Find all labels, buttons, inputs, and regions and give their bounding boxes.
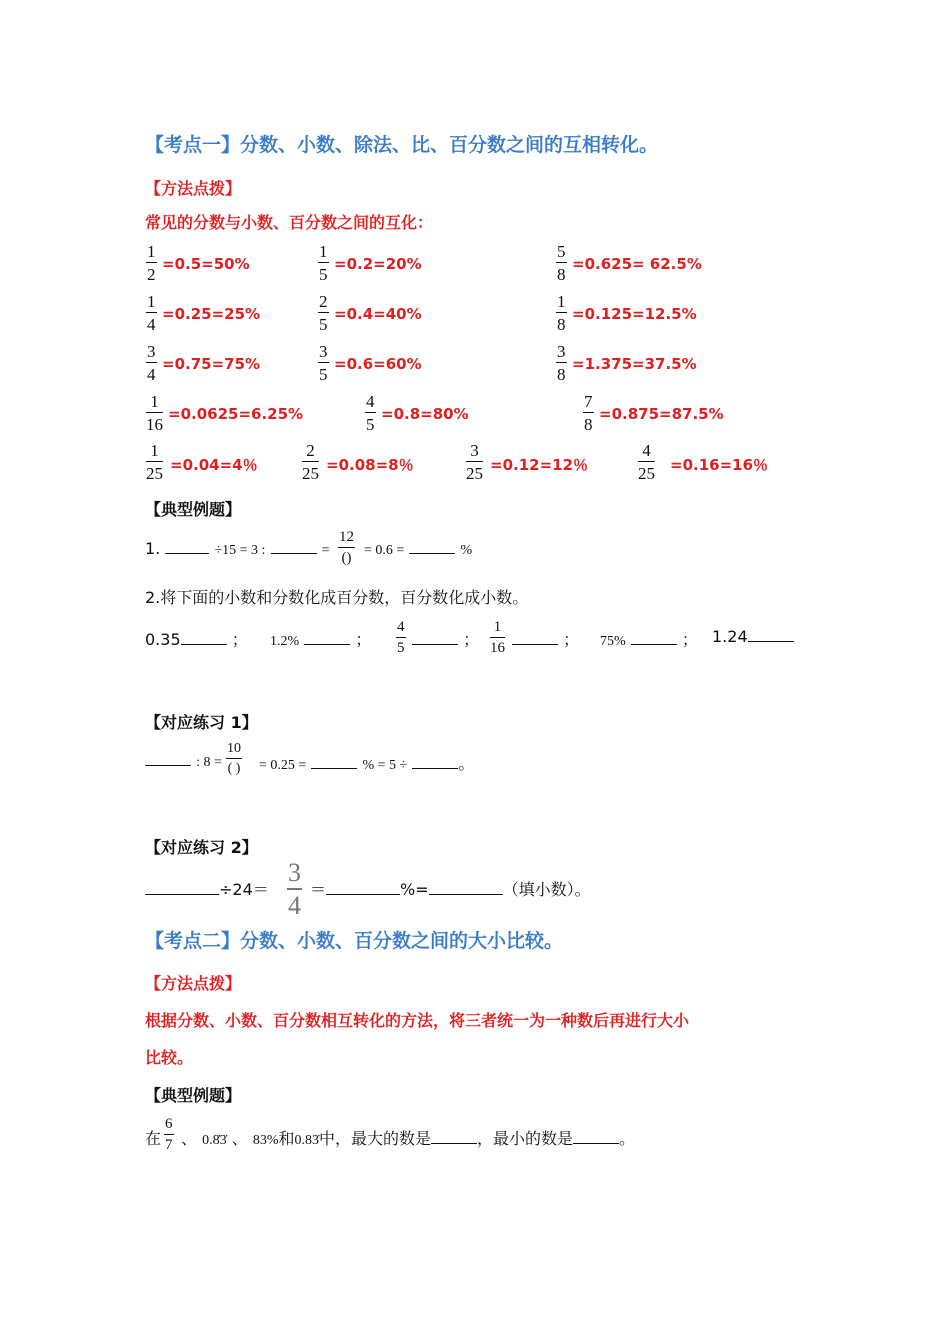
conversion-equation: =0.75=75% <box>162 355 261 373</box>
p2-blank-1[interactable] <box>145 894 219 895</box>
q2-c-blank[interactable] <box>412 644 458 645</box>
q2-sep: ； <box>463 630 480 649</box>
q2-d-blank[interactable] <box>512 644 558 645</box>
p2-part-a: ÷24＝ <box>219 880 269 899</box>
conversion-equation: =0.875=87.5% <box>599 405 724 423</box>
s2-sep: 、 <box>181 1129 198 1148</box>
q2-a-blank[interactable] <box>181 644 227 645</box>
q2-item-b <box>270 627 371 650</box>
example-heading: 【典型例题】 <box>145 500 242 519</box>
conversion-fraction <box>146 442 163 482</box>
s2-value-3: 0.83̇ <box>294 1133 319 1148</box>
fraction-denominator: 16 <box>146 415 163 434</box>
p1-frac-num: 10 <box>226 742 242 759</box>
fraction-denominator: 5 <box>319 365 328 384</box>
p1-end: 。 <box>458 754 475 773</box>
p2-frac-den: 4 <box>288 891 301 920</box>
p2-part-d: （填小数）。 <box>502 880 591 899</box>
fraction-denominator: 8 <box>584 415 593 434</box>
q2-f-blank[interactable] <box>748 641 794 642</box>
q2-d-num: 1 <box>490 620 505 638</box>
s2-frac-den: 7 <box>165 1137 173 1153</box>
q2-sep: ； <box>563 630 580 649</box>
fraction-numerator: 5 <box>557 242 566 261</box>
q2-d-fraction <box>490 620 505 656</box>
fraction-numerator: 1 <box>146 393 163 413</box>
fraction-numerator: 2 <box>302 442 319 462</box>
conversion-equation: =0.625= 62.5% <box>572 255 702 273</box>
q2-item-d <box>512 627 579 650</box>
q1-part-c: = 0.6 = <box>364 543 405 558</box>
practice2-line <box>145 877 269 900</box>
practice2-tail <box>310 877 591 900</box>
conversion-fraction <box>146 393 163 433</box>
s2-and: 和 <box>278 1129 295 1148</box>
q2-b-value: 1.2% <box>270 634 300 649</box>
q2-e-blank[interactable] <box>631 644 677 645</box>
q1-blank-2[interactable] <box>271 553 317 554</box>
conversion-fraction <box>556 243 567 283</box>
conversion-equation: =0.8=80% <box>381 405 469 423</box>
conversion-fraction <box>302 442 319 482</box>
conversion-equation: =0.16=16％ <box>670 456 769 474</box>
q1-frac-den[interactable]: () <box>341 550 352 566</box>
p1-fraction <box>226 742 242 776</box>
fraction-denominator: 25 <box>466 464 483 483</box>
q1-prefix: 1. <box>145 539 161 558</box>
conversion-equation: =0.6=60% <box>334 355 422 373</box>
s2-frac-num: 6 <box>164 1117 174 1135</box>
conversion-fraction <box>556 343 567 383</box>
p1-blank-3[interactable] <box>412 768 458 769</box>
s2-value-2: 83% <box>252 1133 279 1148</box>
fraction-numerator: 1 <box>557 292 566 311</box>
q1-part-b: = <box>321 543 330 558</box>
q1-part-d: % <box>460 543 473 558</box>
fraction-numerator: 1 <box>146 442 163 462</box>
s2-sep: 、 <box>231 1129 248 1148</box>
conversion-fraction <box>556 293 567 333</box>
fraction-numerator: 3 <box>557 342 566 361</box>
fraction-numerator: 1 <box>147 292 156 311</box>
fraction-denominator: 8 <box>557 365 566 384</box>
conversion-equation: =0.04=4％ <box>170 456 258 474</box>
fraction-numerator: 3 <box>466 442 483 462</box>
conversion-fraction <box>318 343 329 383</box>
conversion-equation: =0.12=12％ <box>490 456 589 474</box>
q2-item-c <box>412 627 479 650</box>
practice1-line <box>145 751 222 771</box>
q2-b-blank[interactable] <box>304 644 350 645</box>
section2-method-line2: 比较。 <box>145 1048 194 1067</box>
q2-c-fraction <box>396 620 406 656</box>
q2-sep: ； <box>231 630 248 649</box>
q2-a-value: 0.35 <box>145 630 181 649</box>
s2-blank-max[interactable] <box>431 1143 477 1144</box>
section2-method-heading: 【方法点拨】 <box>145 974 242 993</box>
conversion-fraction <box>146 243 157 283</box>
p1-part-a: : 8 = <box>196 755 222 770</box>
fraction-denominator: 5 <box>319 265 328 284</box>
conversion-equation: =0.4=40% <box>334 305 422 323</box>
q2-item-a <box>145 627 248 650</box>
section2-method-line1: 根据分数、小数、百分数相互转化的方法，将三者统一为一种数后再进行大小 <box>145 1011 690 1030</box>
method-heading: 【方法点拨】 <box>145 179 242 198</box>
conversion-equation: =0.5=50% <box>162 255 250 273</box>
practice2-heading: 【对应练习 2】 <box>145 838 258 857</box>
p2-part-b: ＝ <box>310 880 327 899</box>
fraction-denominator: 8 <box>557 315 566 334</box>
q2-c-num: 4 <box>396 620 406 638</box>
conversion-fraction <box>146 293 157 333</box>
section1-title: 【考点一】分数、小数、除法、比、百分数之间的互相转化。 <box>145 134 659 156</box>
q2-e-value: 75% <box>600 634 626 649</box>
conversion-fraction <box>318 243 329 283</box>
q2-f-value: 1.24 <box>712 627 748 646</box>
q1-frac-num: 12 <box>338 530 355 548</box>
s2-fraction <box>164 1117 174 1153</box>
q2-item-f <box>712 627 794 646</box>
p1-part-c: % = 5 ÷ <box>362 758 408 773</box>
conversion-fraction <box>146 343 157 383</box>
fraction-denominator: 4 <box>147 315 156 334</box>
fraction-numerator: 7 <box>584 392 593 411</box>
p2-frac-num: 3 <box>287 860 302 890</box>
s2-value-1: 0.8̇3̇ <box>202 1133 227 1148</box>
conversion-fraction <box>318 293 329 333</box>
s2-mid: 中，最大的数是 <box>319 1129 432 1148</box>
conversion-equation: =0.2=20% <box>334 255 422 273</box>
fraction-denominator: 5 <box>319 315 328 334</box>
practice1-heading: 【对应练习 1】 <box>145 713 258 732</box>
s2-example-prefix: 在 <box>145 1129 162 1148</box>
q2-sep: ； <box>355 630 372 649</box>
conversion-fraction <box>583 393 594 433</box>
p2-blank-2[interactable] <box>326 894 400 895</box>
s2-mid2: ，最小的数是 <box>477 1129 574 1148</box>
p1-blank-1[interactable] <box>145 765 191 766</box>
fraction-denominator: 25 <box>146 464 163 483</box>
q2-c-den: 5 <box>397 640 405 656</box>
p2-blank-3[interactable] <box>429 894 503 895</box>
s2-blank-min[interactable] <box>573 1143 619 1144</box>
conversion-fraction <box>365 393 376 433</box>
conversion-equation: =0.0625=6.25% <box>168 405 304 423</box>
q1-blank-1[interactable] <box>165 553 209 554</box>
fraction-numerator: 1 <box>147 242 156 261</box>
fraction-denominator: 5 <box>366 415 375 434</box>
conversion-equation: =0.125=12.5% <box>572 305 697 323</box>
method-subtitle: 常见的分数与小数、百分数之间的互化： <box>145 213 434 232</box>
q2-d-den: 16 <box>490 640 505 656</box>
fraction-denominator: 25 <box>638 464 655 483</box>
fraction-numerator: 1 <box>319 242 328 261</box>
q2-sep: ； <box>681 630 698 649</box>
fraction-denominator: 2 <box>147 265 156 284</box>
section2-title: 【考点二】分数、小数、百分数之间的大小比较。 <box>145 930 564 952</box>
q1-blank-3[interactable] <box>409 553 455 554</box>
q1-fraction <box>338 530 355 566</box>
section2-example-heading: 【典型例题】 <box>145 1086 242 1105</box>
fraction-numerator: 4 <box>638 442 655 462</box>
fraction-denominator: 25 <box>302 464 319 483</box>
fraction-numerator: 3 <box>147 342 156 361</box>
p1-frac-den[interactable]: ( ) <box>227 761 241 776</box>
s2-example-line <box>181 1126 635 1149</box>
fraction-numerator: 3 <box>319 342 328 361</box>
conversion-equation: =0.25=25% <box>162 305 261 323</box>
fraction-numerator: 4 <box>366 392 375 411</box>
fraction-denominator: 4 <box>147 365 156 384</box>
s2-end: 。 <box>619 1129 636 1148</box>
fraction-denominator: 8 <box>557 265 566 284</box>
p2-fraction <box>287 860 302 919</box>
question-1 <box>145 539 330 559</box>
question-2: 2.将下面的小数和分数化成百分数，百分数化成小数。 <box>145 588 529 607</box>
p2-part-c: %= <box>400 880 429 899</box>
practice1-tail <box>259 751 474 774</box>
conversion-fraction <box>466 442 483 482</box>
fraction-numerator: 2 <box>319 292 328 311</box>
conversion-fraction <box>638 442 655 482</box>
conversion-equation: =1.375=37.5% <box>572 355 697 373</box>
conversion-equation: =0.08=8％ <box>326 456 414 474</box>
p1-part-b: = 0.25 = <box>259 758 307 773</box>
q1-tail <box>364 539 472 559</box>
q2-item-e <box>600 627 698 650</box>
q1-part-a: ÷15 = 3 : <box>214 543 266 558</box>
p1-blank-2[interactable] <box>311 768 357 769</box>
